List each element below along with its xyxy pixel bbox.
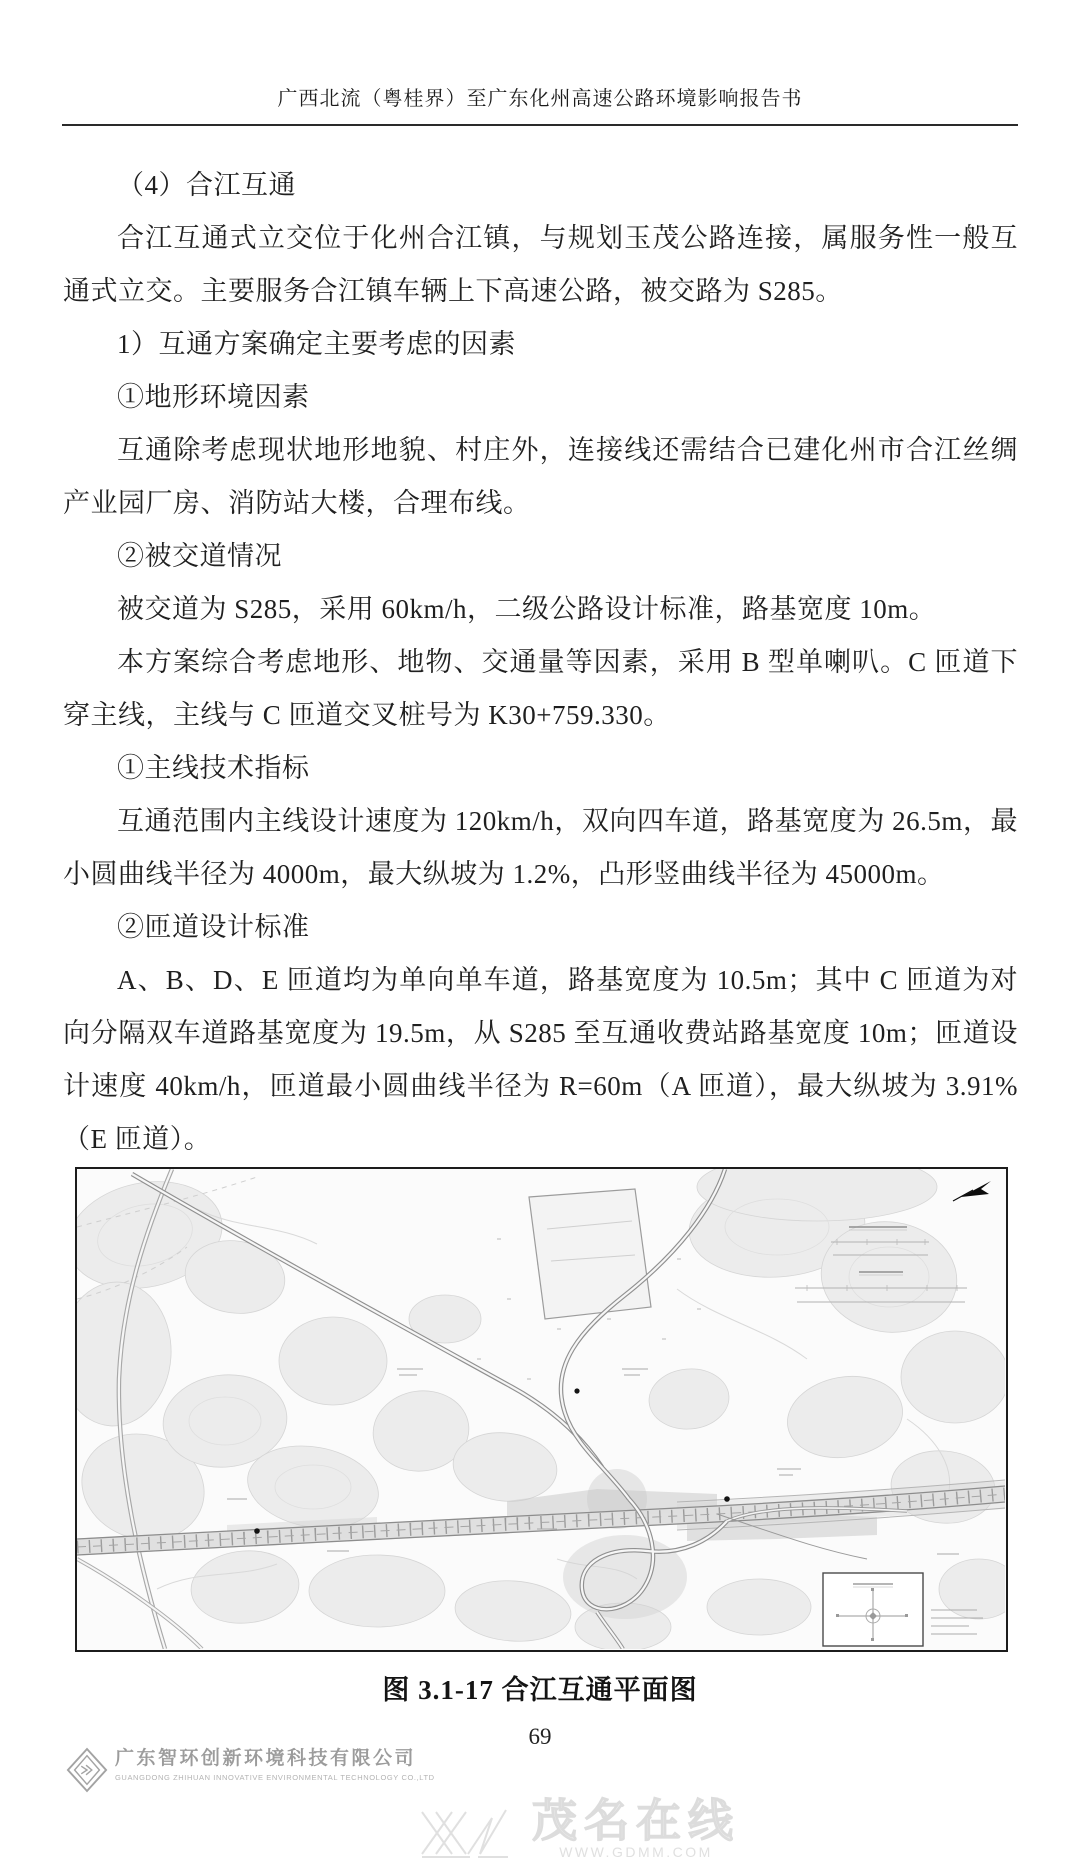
body-text	[63, 159, 1018, 1166]
watermark	[418, 1798, 740, 1865]
watermark-site-url: WWW.GDMM.COM	[559, 1844, 713, 1860]
industrial-park-outline	[529, 1189, 651, 1319]
paragraph: 合江互通式立交位于化州合江镇，与规划玉茂公路连接，属服务性一般互通式立交。主要服务合江镇车辆上下高速公路，被交路为 S285。	[63, 223, 1018, 306]
figure-caption: 图 3.1-17 合江互通平面图	[382, 1675, 698, 1705]
paragraph: 1）互通方案确定主要考虑的因素	[117, 329, 516, 359]
paragraph: 互通除考虑现状地形地貌、村庄外，连接线还需结合已建化州市合江丝绸产业园厂房、消防站大楼，合理布线。	[63, 435, 1018, 518]
paragraph: 本方案综合考虑地形、地物、交通量等因素，采用 B 型单喇叭。C 匝道下穿主线，主线与 C 匝道交叉桩号为 K30+759.330。	[63, 647, 1018, 730]
paragraph: ②被交道情况	[117, 541, 282, 571]
header-rule	[62, 124, 1018, 126]
company-name-en: GUANGDONG ZHIHUAN INNOVATIVE ENVIRONMENTAL TECHNOLOGY CO.,LTD	[115, 1773, 435, 1782]
paragraph: ②匝道设计标准	[117, 912, 310, 942]
paragraph: 被交道为 S285，采用 60km/h，二级公路设计标准，路基宽度 10m。	[117, 594, 937, 624]
watermark-site-name: 茂名在线	[532, 1796, 741, 1846]
page-header	[0, 0, 1080, 126]
company-logo-icon	[66, 1746, 108, 1799]
figure-frame	[75, 1167, 1008, 1652]
header-title: 广西北流（粤桂界）至广东化州高速公路环境影响报告书	[277, 88, 803, 110]
paragraph: A、B、D、E 匝道均为单向单车道，路基宽度为 10.5m；其中 C 匝道为对向分隔双车道路基宽度为 19.5m，从 S285 至互通收费站路基宽度 10m；匝道设计速度 40km/h，匝道最小圆曲线半径为 R=60m（A 匝道），最大纵坡为 3.91%（E 匝道）。	[63, 965, 1018, 1154]
watermark-text-block	[532, 1798, 740, 1860]
company-name-block	[115, 1746, 435, 1782]
interchange-map	[77, 1169, 1005, 1649]
paragraph: 互通范围内主线设计速度为 120km/h，双向四车道，路基宽度为 26.5m，最小圆曲线半径为 4000m，最大纵坡为 1.2%，凸形竖曲线半径为 45000m。	[63, 806, 1018, 889]
page-number: 69	[528, 1724, 552, 1749]
paragraph: （4）合江互通	[117, 170, 296, 200]
paragraph: ①主线技术指标	[117, 753, 310, 783]
north-arrow-icon	[953, 1181, 991, 1201]
watermark-logo-icon	[418, 1798, 518, 1865]
paragraph: ①地形环境因素	[117, 382, 310, 412]
company-name: 广东智环创新环境科技有限公司	[115, 1748, 417, 1769]
footer-brand	[66, 1746, 435, 1799]
